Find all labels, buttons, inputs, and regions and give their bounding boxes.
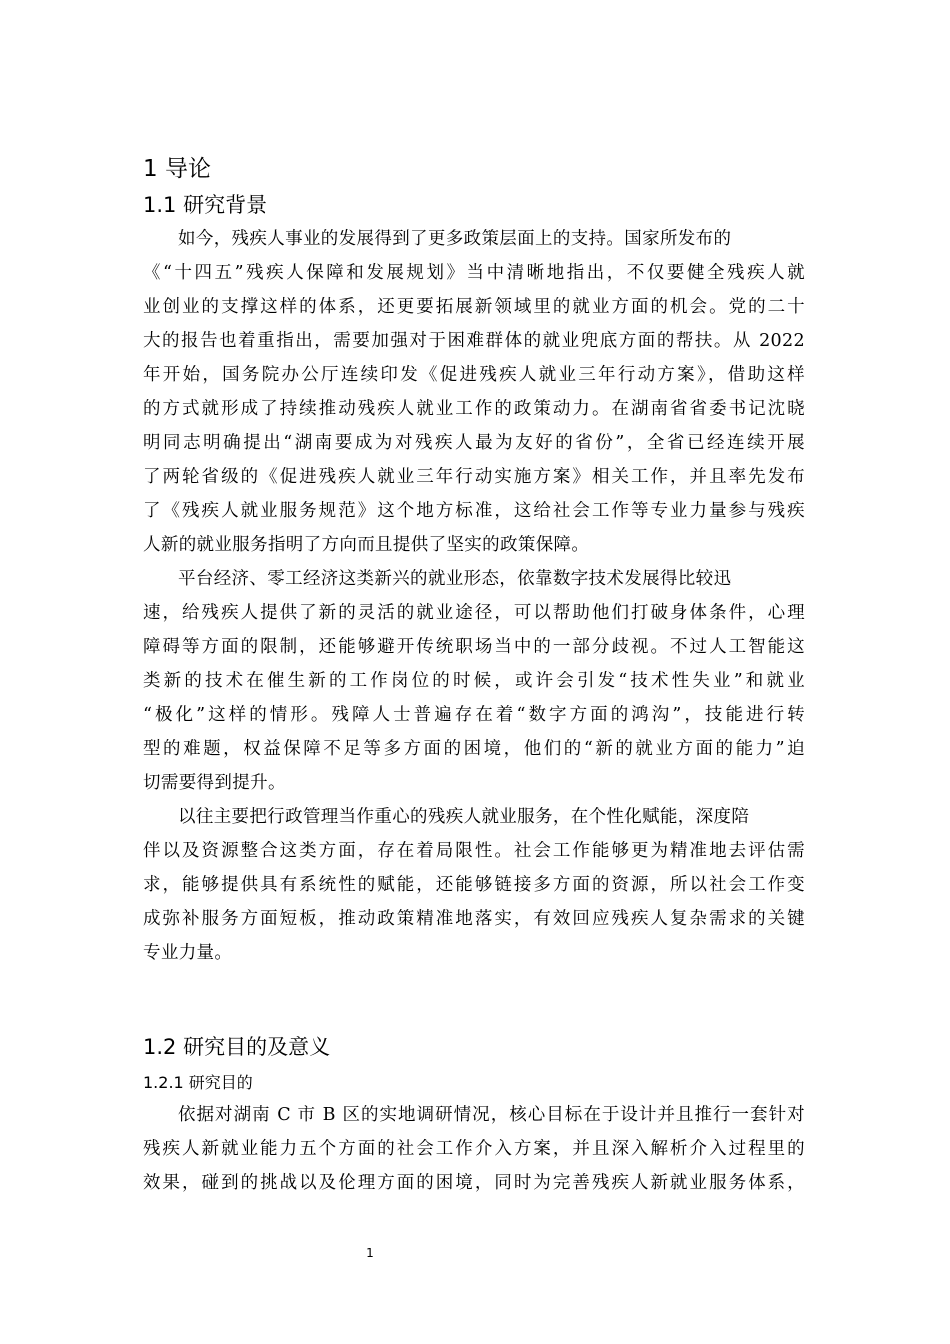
section-heading-research-background: 1.1 研究背景 [143,193,268,217]
text-line: 求，能够提供具有系统性的赋能，还能够链接多方面的资源，所以社会工作变 [143,875,805,895]
text-line: 残疾人新就业能力五个方面的社会工作介入方案，并且深入解析介入过程里的 [143,1139,805,1159]
paragraph-background-1 [143,222,805,562]
text-line: 大的报告也着重指出，需要加强对于困难群体的就业兜底方面的帮扶。从 2022 [143,331,805,351]
text-line: 了《残疾人就业服务规范》这个地方标准，这给社会工作等专业力量参与残疾 [143,501,805,521]
text-line: 效果，碰到的挑战以及伦理方面的困境，同时为完善残疾人新就业服务体系， [143,1173,805,1193]
chapter-heading: 1 导论 [143,156,211,182]
text-line: 障碍等方面的限制，还能够避开传统职场当中的一部分歧视。不过人工智能这 [143,637,805,657]
section-heading-purpose-significance: 1.2 研究目的及意义 [143,1035,331,1059]
paragraph-background-2 [143,562,805,800]
text-line: 《“十四五”残疾人保障和发展规划》当中清晰地指出，不仅要健全残疾人就 [143,263,805,283]
subsection-heading-research-purpose: 1.2.1 研究目的 [143,1073,253,1092]
text-line: 业创业的支撑这样的体系，还更要拓展新领域里的就业方面的机会。党的二十 [143,297,805,317]
text-line: 如今，残疾人事业的发展得到了更多政策层面上的支持。国家所发布的 [178,229,732,249]
text-line: 成弥补服务方面短板，推动政策精准地落实，有效回应残疾人复杂需求的关键 [143,909,805,929]
text-line: 了两轮省级的《促进残疾人就业三年行动实施方案》相关工作，并且率先发布 [143,467,805,487]
text-line: 明同志明确提出“湖南要成为对残疾人最为友好的省份”，全省已经连续开展 [143,433,805,453]
text-line: 的方式就形成了持续推动残疾人就业工作的政策动力。在湖南省省委书记沈晓 [143,399,805,419]
text-line: 年开始，国务院办公厅连续印发《促进残疾人就业三年行动方案》，借助这样 [143,365,805,385]
text-line: 专业力量。 [143,943,233,963]
text-line: 以往主要把行政管理当作重心的残疾人就业服务，在个性化赋能，深度陪 [178,807,750,827]
text-line: “极化”这样的情形。残障人士普遍存在着“数字方面的鸿沟”，技能进行转 [143,705,805,725]
text-line: 人新的就业服务指明了方向而且提供了坚实的政策保障。 [143,535,590,555]
paragraph-background-3 [143,800,805,970]
page-number: 1 [366,1246,374,1260]
text-line: 平台经济、零工经济这类新兴的就业形态，依靠数字技术发展得比较迅 [178,569,732,589]
text-line: 类新的技术在催生新的工作岗位的时候，或许会引发“技术性失业”和就业 [143,671,805,691]
text-line: 型的难题，权益保障不足等多方面的困境，他们的“新的就业方面的能力”迫 [143,739,805,759]
text-line: 伴以及资源整合这类方面，存在着局限性。社会工作能够更为精准地去评估需 [143,841,805,861]
text-line: 依据对湖南 C 市 B 区的实地调研情况，核心目标在于设计并且推行一套针对 [178,1105,805,1125]
text-line: 切需要得到提升。 [143,773,286,793]
paragraph-purpose-1 [143,1098,805,1200]
text-line: 速，给残疾人提供了新的灵活的就业途径，可以帮助他们打破身体条件，心理 [143,603,805,623]
